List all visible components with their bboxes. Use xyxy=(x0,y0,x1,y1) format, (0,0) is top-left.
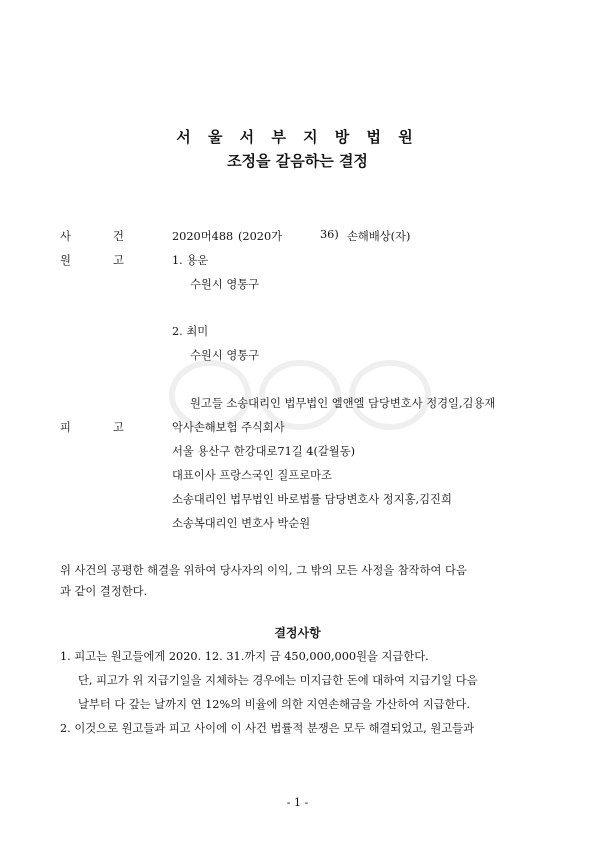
related-case-b: 36) xyxy=(320,228,339,241)
case-label-2: 건 xyxy=(113,230,124,243)
plaintiff-2-address: 수원시 영통구 xyxy=(190,349,260,362)
defendant-counsel: 소송대리인 법무법인 바로법률 담당변호사 정지홍,김진희 xyxy=(172,493,452,506)
decision-item-2: 2. 이것으로 원고들과 피고 사이에 이 사건 법률적 분쟁은 모두 해결되었고, 원고들과 xyxy=(60,722,474,735)
decision-item-1-sub-1: 단, 피고가 위 지급기일을 지체하는 경우에는 미지급한 돈에 대하여 지급기일 다음 xyxy=(78,674,478,687)
related-case-a: (2020가 xyxy=(238,230,283,243)
decision-heading: 결정사항 xyxy=(274,626,321,640)
plaintiff-label-1: 원 xyxy=(60,254,71,267)
decision-item-1-sub-2: 날부터 다 갚는 날까지 연 12%의 비율에 의한 지연손해금을 가산하여 지급한다. xyxy=(78,698,470,711)
intro-line-1: 위 사건의 공평한 해결을 위하여 당사자의 이익, 그 밖의 모든 사정을 참작하여 다음 xyxy=(60,564,467,577)
plaintiff-1-address: 수원시 영통구 xyxy=(190,278,260,291)
case-number: 2020머488 xyxy=(172,230,234,243)
decision-item-1: 1. 피고는 원고들에게 2020. 12. 31.까지 금 450,000,000원을 지급한다. xyxy=(60,650,429,663)
defendant-label-2: 고 xyxy=(113,421,124,434)
intro-line-2: 과 같이 결정한다. xyxy=(60,585,148,598)
plaintiff-1-name: 1. 용운 xyxy=(172,254,209,267)
case-label-1: 사 xyxy=(60,230,71,243)
page-number: - 1 - xyxy=(286,796,309,809)
defendant-label-1: 피 xyxy=(60,421,71,434)
defendant-sub-counsel: 소송복대리인 변호사 박순원 xyxy=(172,517,311,530)
defendant-address: 서울 용산구 한강대로71길 4(갈월동) xyxy=(172,445,356,458)
defendant-name: 악사손해보험 주식회사 xyxy=(172,421,285,434)
plaintiff-label-2: 고 xyxy=(113,254,124,267)
case-subject: 손해배상(자) xyxy=(347,230,411,243)
plaintiff-counsel: 원고들 소송대리인 법무법인 엘앤엘 담당변호사 정경일,김용재 xyxy=(190,397,496,410)
defendant-representative: 대표이사 프랑스국인 질프로마조 xyxy=(172,469,332,482)
document-title: 조정을 갈음하는 결정 xyxy=(227,152,368,170)
plaintiff-2-name: 2. 최미 xyxy=(172,325,209,338)
court-name: 서 울 서 부 지 방 법 원 xyxy=(176,128,419,146)
